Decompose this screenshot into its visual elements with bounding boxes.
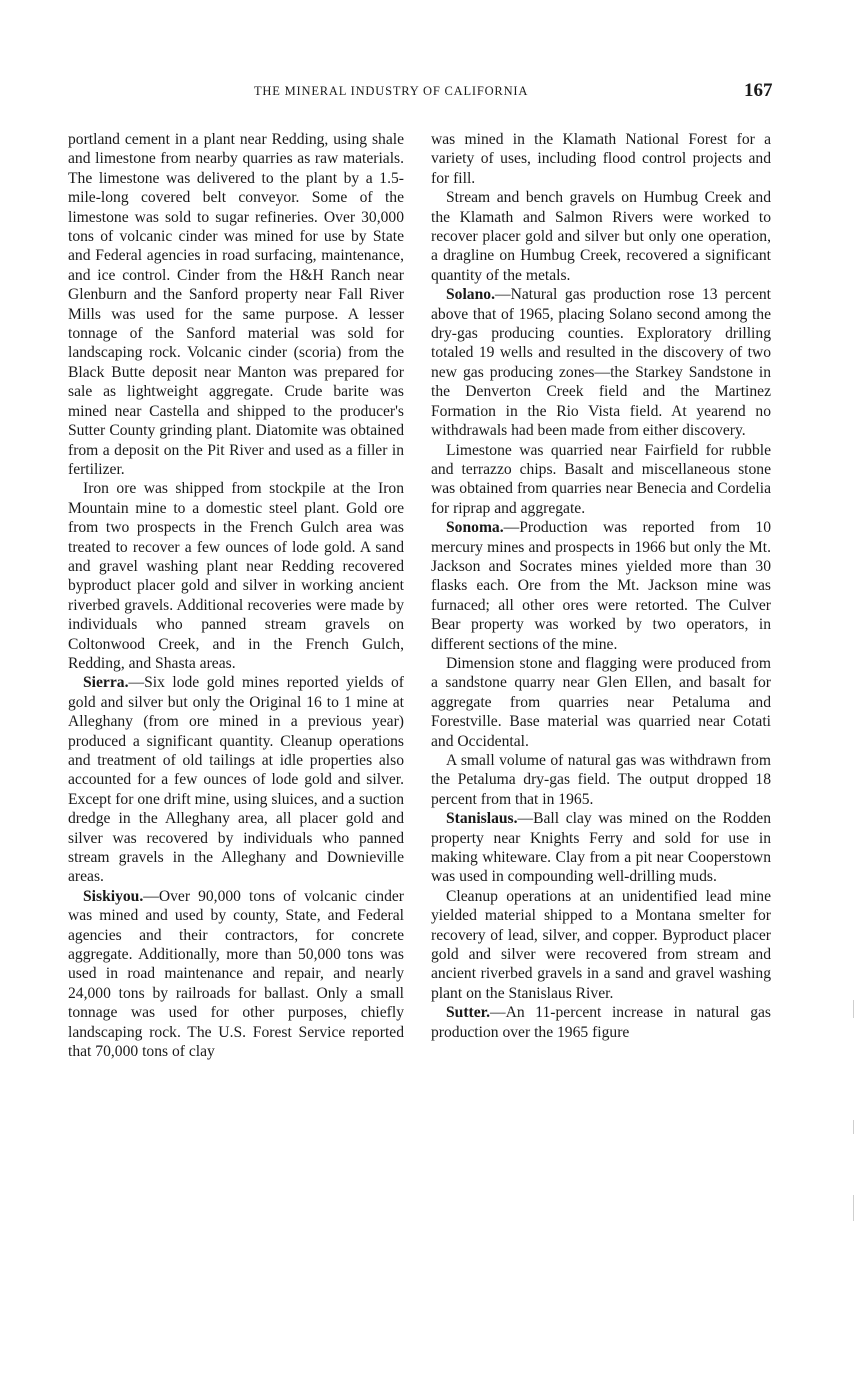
- paragraph: Stream and bench gravels on Humbug Creek and the Klamath and Salmon Rivers were worked to recover placer gold and silver but only one operation, a dragline on Humbug Creek, recovered a significant quantity of the metals.: [431, 189, 771, 284]
- section-solano: [431, 285, 771, 440]
- section-text: —Over 90,000 tons of volcanic cinder was mined and used by county, State, and Federal agencies and their contractors, for concrete aggregate. Additionally, more than 50,000 tons was used in road maintenance and repair, and nearly 24,000 tons by railroads for ballast. Only a small tonnage was used for other purposes, chiefly landscaping rock. The U.S. Forest Service reported that 70,000 tons of clay: [68, 887, 404, 1061]
- paragraph: A small volume of natural gas was withdrawn from the Petaluma dry-gas field. The output dropped 18 percent from that in 1965.: [431, 752, 771, 808]
- section-stanislaus: [431, 809, 771, 887]
- section-text: —Natural gas production rose 13 percent above that of 1965, placing Solano second among the dry-gas producing counties. Exploratory drilling totaled 19 wells and resulted in the discovery of two new gas producing zones—the Starkey Sandstone in the Denverton Creek field and the Martinez Formation in the Rio Vista field. At yearend no withdrawals had been made from either discovery.: [431, 286, 771, 440]
- section-text: —An 11-percent increase in natural gas production over the 1965 figure: [431, 1004, 771, 1041]
- paragraph: Iron ore was shipped from stockpile at the Iron Mountain mine to a domestic steel plant. Gold ore from two prospects in the French Gulch area was treated to recover a few ounces of lode gold. A sand and gravel washing plant near Redding recovered byproduct placer gold and silver in working ancient riverbed gravels. Additional recoveries were made by individuals who panned stream gravels on Coltonwood Creek, and in the French Gulch, Redding, and Shasta areas.: [68, 480, 404, 672]
- section-text: —Ball clay was mined on the Rodden property near Knights Ferry and sold for use in making whiteware. Clay from a pit near Cooperstown was used in compounding well-drilling muds.: [431, 810, 771, 886]
- running-title: THE MINERAL INDUSTRY OF CALIFORNIA: [254, 84, 529, 98]
- section-sierra: [68, 673, 404, 886]
- page-number: 167: [744, 80, 773, 101]
- scan-edge-mark: [853, 1120, 854, 1134]
- section-text: —Six lode gold mines reported yields of gold and silver but only the Original 16 to 1 mine at Alleghany (from ore mined in a previous year) produced a significant quantity. Cleanup operations and treatment of old tailings at idle properties also accounted for a few ounces of lode gold and silver. Except for one drift mine, using sluices, and a suction dredge in the Alleghany area, all placer gold and silver was recovered by individuals who panned stream gravels in the Alleghany and Downieville areas.: [68, 674, 404, 886]
- section-heading-sonoma: Sonoma.: [446, 519, 504, 537]
- page-header: [0, 80, 861, 112]
- scan-edge-mark: [853, 1195, 854, 1221]
- section-heading-siskiyou: Siskiyou.: [83, 887, 144, 905]
- section-text: —Production was reported from 10 mercury mines and prospects in 1966 but only the Mt. Jackson and Socrates mines yielded more than 30 flasks each. Ore from the Mt. Jackson mine was furnaced; all other ores were retorted. The Culver Bear property was worked by two operators, in different sections of the mine.: [431, 519, 771, 653]
- paragraph: Cleanup operations at an unidentified lead mine yielded material shipped to a Montana smelter for recovery of lead, silver, and copper. Byproduct placer gold and silver were recovered from stream and ancient riverbed gravels in a sand and gravel washing plant on the Stanislaus River.: [431, 887, 771, 1002]
- paragraph: portland cement in a plant near Redding, using shale and limestone from nearby quarries as raw materials. The limestone was delivered to the plant by a 1.5-mile-long covered belt conveyor. Some of the limestone was sold to sugar refineries. Over 30,000 tons of volcanic cinder was mined for use by State and Federal agencies in road surfacing, maintenance, and ice control. Cinder from the H&H Ranch near Glenburn and the Sanford property near Fall River Mills was used for the same purpose. A lesser tonnage of the Sanford material was sold for landscaping rock. Volcanic cinder (scoria) from the Black Butte deposit near Manton was prepared for sale as lightweight aggregate. Crude barite was mined near Castella and shipped to the producer's Sutter County grinding plant. Diatomite was obtained from a deposit on the Pit River and used as a filler in fertilizer.: [68, 131, 404, 478]
- scan-edge-mark: [853, 1000, 854, 1018]
- section-heading-sierra: Sierra.: [83, 674, 129, 692]
- right-column: [431, 130, 771, 1042]
- section-heading-solano: Solano.: [446, 286, 495, 304]
- paragraph: Dimension stone and flagging were produced from a sandstone quarry near Glen Ellen, and basalt for aggregate from quarries near Petaluma and Forestville. Base material was quarried near Cotati and Occidental.: [431, 654, 771, 750]
- section-heading-stanislaus: Stanislaus.: [446, 810, 518, 828]
- section-sutter: [431, 1003, 771, 1042]
- section-sonoma: [431, 518, 771, 654]
- section-siskiyou: [68, 887, 404, 1062]
- paragraph: was mined in the Klamath National Forest for a variety of uses, including flood control projects and for fill.: [431, 131, 771, 187]
- left-column: [68, 130, 404, 1062]
- paragraph: Limestone was quarried near Fairfield for rubble and terrazzo chips. Basalt and miscellaneous stone was obtained from quarries near Benecia and Cordelia for riprap and aggregate.: [431, 441, 771, 517]
- section-heading-sutter: Sutter.: [446, 1004, 491, 1022]
